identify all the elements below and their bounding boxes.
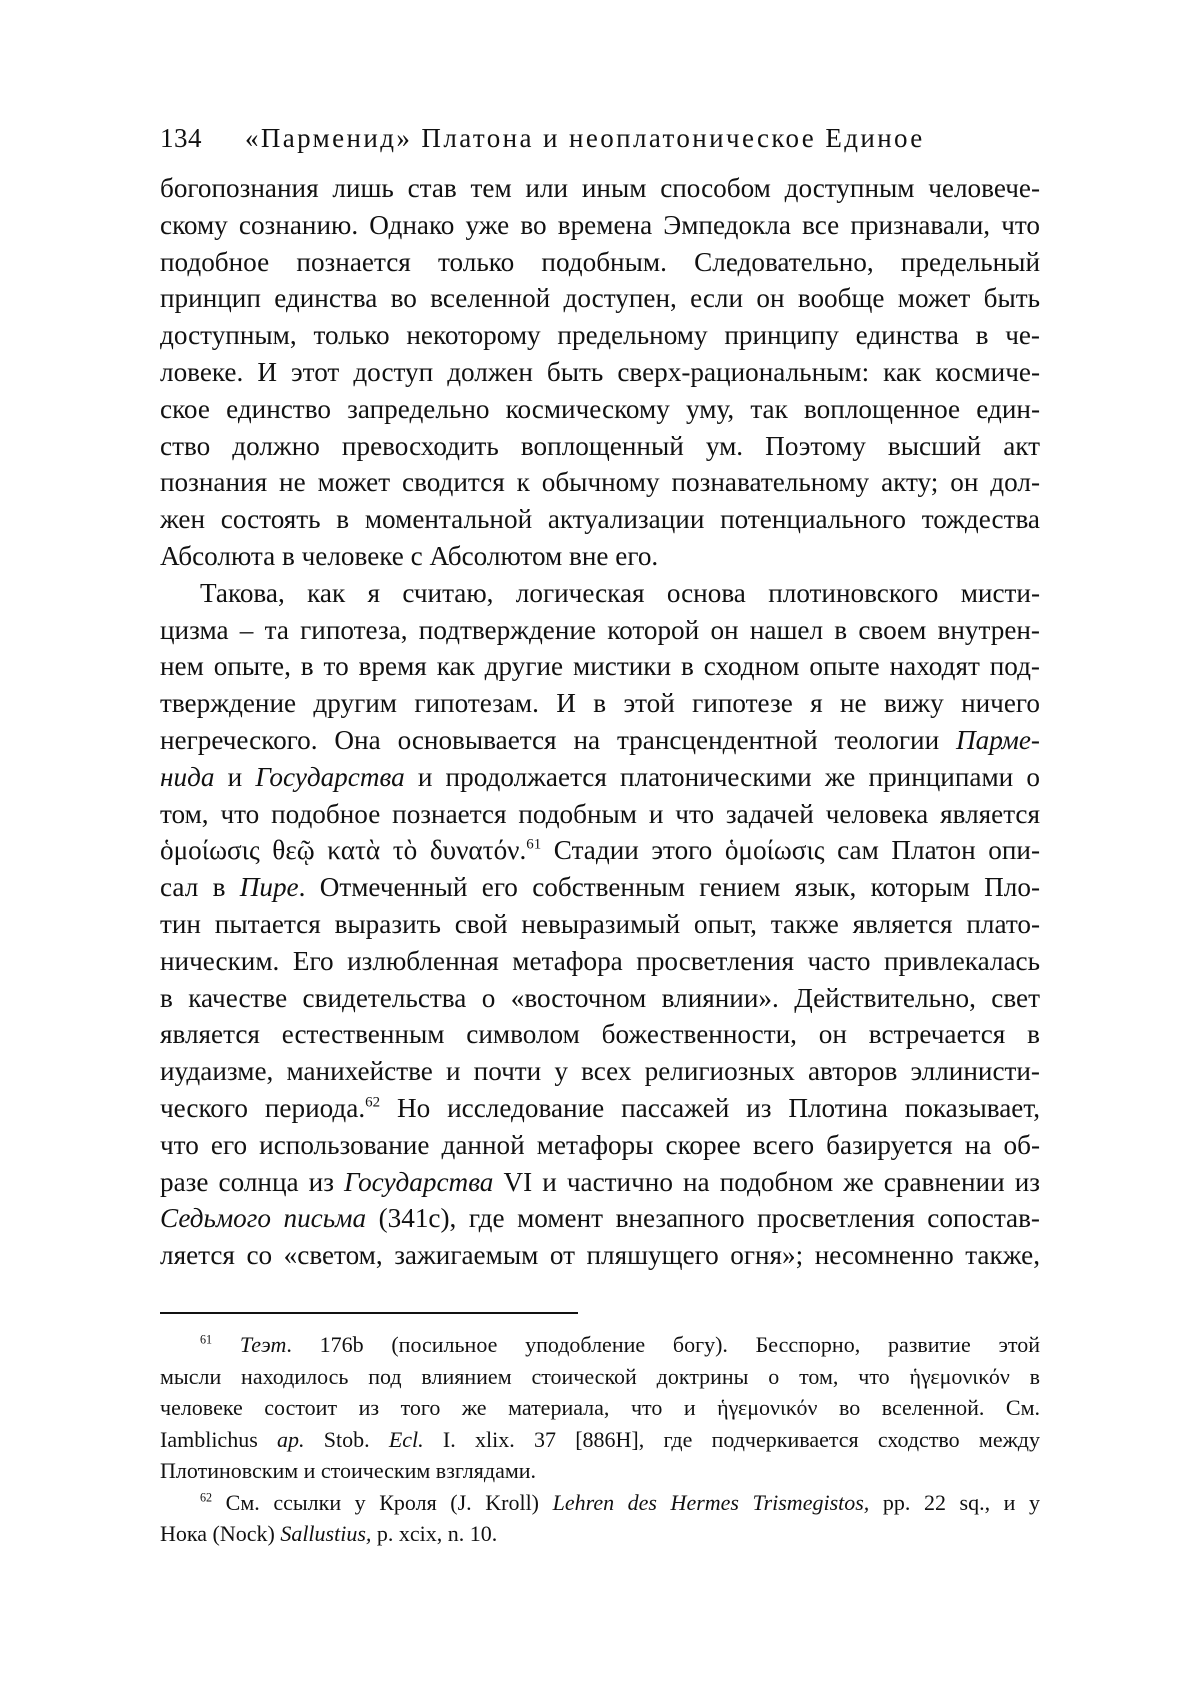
italic-title: Lehren des Hermes Trismegistos, — [552, 1489, 870, 1515]
footnote-separator — [160, 1312, 578, 1314]
text-line: нида и Государства и продолжается платоническими же принципами о — [160, 761, 1040, 792]
page-number: 134 — [160, 123, 202, 153]
text-line: ловеке. И этот доступ должен быть сверх-рациональным: как космиче- — [160, 356, 1040, 387]
text-line: ство должно превосходить воплощенный ум. Поэтому высший акт — [160, 430, 1040, 461]
text-line: ческого периода.$^{62}$ Но исследование пассажей из Плотина показывает, — [160, 1092, 1040, 1123]
footnote-ref-62: 62 — [365, 1094, 381, 1111]
text-line: подобное познается только подобным. Следовательно, предельный — [160, 246, 1040, 277]
text-line: Такова, как я считаю, логическая основа плотиновского мисти- — [200, 577, 1040, 608]
text-line: что его использование данной метафоры скорее всего базируется на об- — [160, 1129, 1040, 1160]
footnote-marker: 61 — [200, 1332, 213, 1347]
text-line: познания не может сводится к обычному познавательному акту; он дол- — [160, 467, 1040, 498]
text-line: богопознания лишь став тем или иным способом доступным человече- — [160, 173, 1040, 203]
text-line: Абсолюта в человеке с Абсолютом вне его. — [160, 540, 659, 571]
footnote-line: мысли находилось под влиянием стоической доктрины о том, что ἡγεμονικόν в — [160, 1363, 1040, 1389]
text-line: Седьмого письма (341c), где момент внезапного просветления сопостав- — [160, 1203, 1040, 1234]
italic-title: Государства — [255, 761, 405, 792]
italic-title: нида — [160, 761, 215, 792]
text-line: цизма – та гипотеза, подтверждение которой он нашел в своем внутрен- — [160, 614, 1040, 645]
footnote-line: Плотиновским и стоическим взглядами. — [160, 1458, 537, 1483]
italic-title: Седьмого письма — [160, 1203, 367, 1234]
text-line: сал в Пире. Отмеченный его собственным гением язык, которым Пло- — [160, 872, 1040, 903]
italic-title: Sallustius, — [280, 1521, 372, 1546]
footnote-line: Нока (Nock) Sallustius, p. xcix, n. 10. — [160, 1521, 498, 1546]
italic-title: Государства — [344, 1166, 494, 1197]
footnote-line: человеке состоит из того же материала, что и ἡγεμονικόν во вселенной. См. — [160, 1395, 1040, 1420]
footnote-line: Iamblichus ap. Stob. Ecl. I. xlix. 37 [886H], где подчеркивается сходство между — [160, 1426, 1040, 1452]
text-line: тин пытается выразить свой невыразимый опыт, также является плато- — [160, 908, 1040, 939]
text-line: принцип единства во вселенной доступен, если он вообще может быть — [160, 283, 1040, 314]
footnote-ref-61: 61 — [526, 836, 542, 853]
text-line: разе солнца из Государства VI и частично на подобном же сравнении из — [160, 1166, 1040, 1197]
footnotes — [160, 1329, 1040, 1550]
text-line: ляется со «светом, зажигаемым от пляшущего огня»; несомненно также, — [160, 1240, 1040, 1271]
text-line: ническим. Его излюбленная метафора просветления часто привлекалась — [160, 945, 1040, 976]
italic-title: Пире — [239, 872, 299, 903]
text-line: доступным, только некоторому предельному принципу единства в че- — [160, 320, 1040, 351]
running-title: «Парменид» Платона и неоплатоническое Единое — [245, 123, 925, 153]
text-line: нем опыте, в то время как другие мистики в сходном опыте находят под- — [160, 651, 1040, 682]
text-line: негреческого. Она основывается на трансцендентной теологии Парме- — [160, 724, 1040, 755]
text-line: жен состоять в моментальной актуализации потенциального тождества — [160, 504, 1040, 535]
text-line: ὁμοίωσις θεῷ κατὰ τὸ δυνατόν.$^{61}$ Стадии этого ὁμοίωσις сам Платон опи- — [160, 835, 1040, 866]
text-line: скому сознанию. Однако уже во времена Эмпедокла все признавали, что — [160, 209, 1040, 240]
page-header — [160, 118, 1040, 158]
italic-title: Теэт — [239, 1332, 287, 1357]
text-line: в качестве свидетельства о «восточном влиянии». Действительно, свет — [160, 982, 1040, 1013]
footnote-62: $^{62}$ См. ссылки у Кроля (J. Kroll) Lehren des Hermes Trismegistos, pp. 22 sq., и у — [200, 1489, 1040, 1515]
italic-title: Парме- — [956, 724, 1040, 755]
text-line: является естественным символом божественности, он встречается в — [160, 1019, 1040, 1050]
footnote-marker: 62 — [200, 1490, 213, 1505]
text-line: тверждение другим гипотезам. И в этой гипотезе я не вижу ничего — [160, 688, 1040, 719]
main-text — [160, 170, 1040, 1274]
text-line: том, что подобное познается подобным и что задачей человека является — [160, 798, 1040, 829]
footnote-61: $^{61}$ Теэт. 176b (посильное уподобление богу). Бесспорно, развитие этой — [200, 1332, 1040, 1357]
text-line: ское единство запредельно космическому уму, так воплощенное един- — [160, 393, 1040, 424]
text-line: иудаизме, манихействе и почти у всех религиозных авторов эллинисти- — [160, 1056, 1040, 1087]
